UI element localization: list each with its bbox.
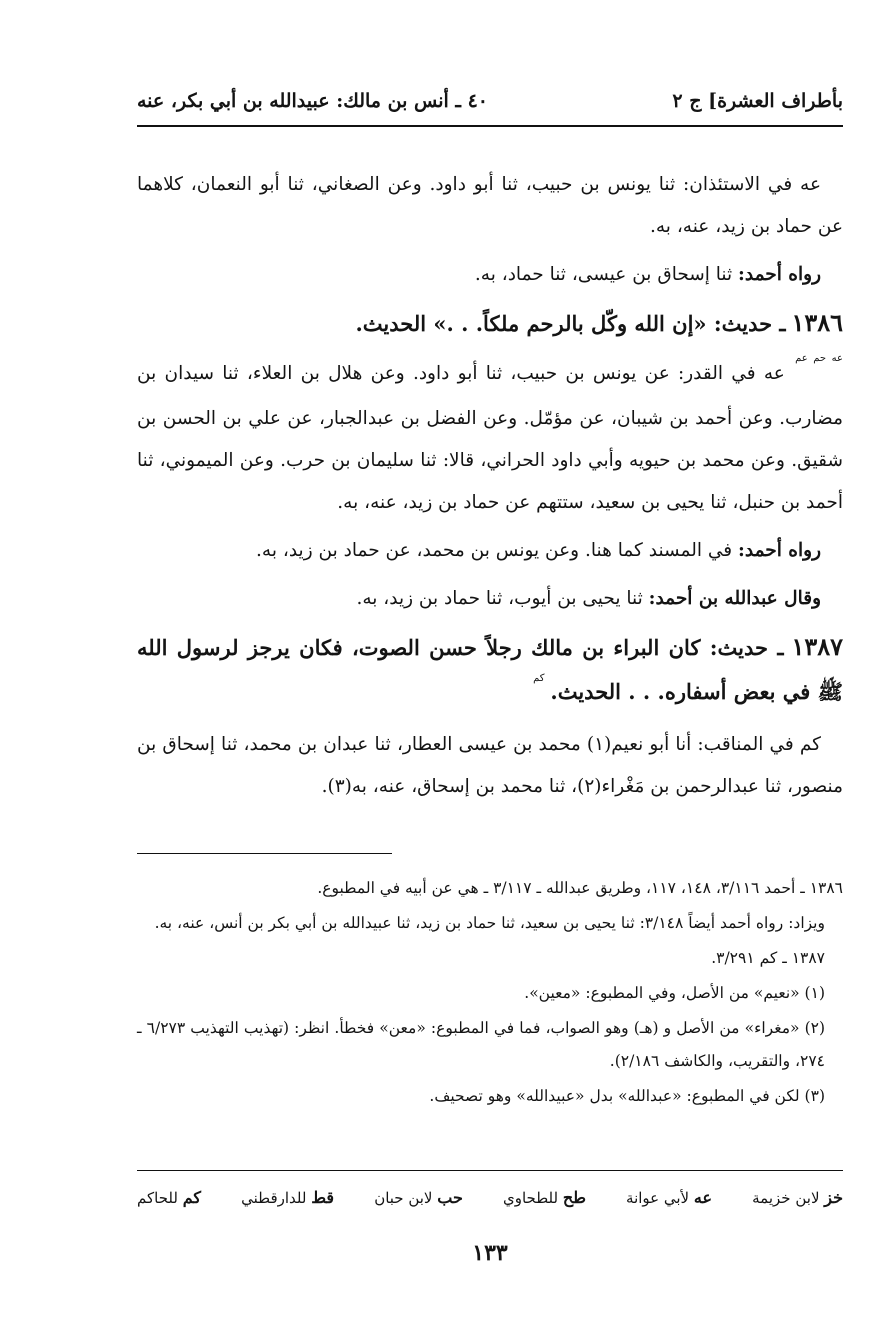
legend-item: قط للدارقطني bbox=[241, 1188, 335, 1207]
paragraph-qadar bbox=[137, 353, 843, 524]
legend-item: عه لأبي عوانة bbox=[626, 1188, 713, 1207]
label-ahmad-2: رواه أحمد: bbox=[738, 540, 821, 561]
paragraph-ahmad-2 bbox=[137, 530, 843, 572]
footnote-1387: ١٣٨٧ ـ كم ٣/٢٩١. bbox=[711, 949, 825, 967]
footnote-3: (٣) لكن في المطبوع: «عبدالله» بدل «عبيدالله» وهو تصحيف. bbox=[429, 1087, 825, 1105]
main-text bbox=[137, 164, 843, 814]
footnote-1386-addendum: ويزاد: رواه أحمد أيضاً ٣/١٤٨: ثنا يحيى بن سعيد، ثنا حماد بن زيد، ثنا عبيدالله بن أبي بكر بن أنس، عنه، به. bbox=[154, 914, 825, 932]
legend-item: حب لابن حبان bbox=[374, 1188, 463, 1207]
text-qadar: عه في القدر: عن يونس بن حبيب، ثنا أبو داود. وعن هلال بن العلاء، ثنا سيدان بن مضارب. وعن أحمد بن شيبان، عن مؤمّل. وعن الفضل بن عبدالجبار، عن علي بن الحسن بن شقيق. وعن محمد بن حيويه وأبي داود الحراني، قالا: ثنا سليمان بن حرب. وعن الميموني، ثنا أحمد بن حنبل، ثنا يحيى بن سعيد، ستتهم عن حماد بن زيد، عنه، به. bbox=[137, 363, 843, 513]
running-header bbox=[137, 84, 843, 118]
label-abdallah: وقال عبدالله بن أحمد: bbox=[648, 588, 821, 609]
source-mark-1387: كم bbox=[533, 673, 545, 684]
hadith-number-1387: ١٣٨٧ bbox=[791, 632, 843, 661]
hadith-1387-heading bbox=[137, 626, 843, 718]
header-chapter: ٤٠ ـ أنس بن مالك: عبيدالله بن أبي بكر، عنه bbox=[137, 90, 488, 112]
header-rule bbox=[137, 125, 843, 127]
book-page bbox=[137, 0, 843, 1330]
label-ahmad-1: رواه أحمد: bbox=[738, 264, 821, 285]
abbreviation-legend bbox=[137, 1188, 843, 1207]
hadith-number-1386: ١٣٨٦ bbox=[791, 308, 843, 337]
page-number: ١٣٣ bbox=[472, 1240, 508, 1266]
legend-item: كم للحاكم bbox=[137, 1188, 202, 1207]
hadith-title-1387: ـ حديث: كان البراء بن مالك رجلاً حسن الصوت، فكان يرجز لرسول الله ﷺ في بعض أسفاره. . . الحديث. bbox=[137, 635, 843, 704]
footnote-rule bbox=[137, 853, 392, 854]
text-ahmad-2: في المسند كما هنا. وعن يونس بن محمد، عن حماد بن زيد، به. bbox=[256, 540, 733, 561]
hadith-title-1386: ـ حديث: «إن الله وكّل بالرحم ملكاً. . .» الحديث. bbox=[355, 311, 786, 336]
paragraph-ahmad-1 bbox=[137, 254, 843, 296]
text-ahmad-1: ثنا إسحاق بن عيسى، ثنا حماد، به. bbox=[474, 264, 733, 285]
footnote-1: (١) «نعيم» من الأصل، وفي المطبوع: «معين». bbox=[524, 984, 825, 1002]
footnotes bbox=[137, 872, 843, 1115]
hadith-1386-heading bbox=[137, 302, 843, 347]
paragraph-isnad-istidhan: عه في الاستئذان: ثنا يونس بن حبيب، ثنا أبو داود. وعن الصغاني، ثنا أبو النعمان، كلاهما عن حماد بن زيد، عنه، به. bbox=[137, 174, 843, 237]
text-abdallah: ثنا يحيى بن أيوب، ثنا حماد بن زيد، به. bbox=[356, 588, 643, 609]
header-volume: بأطراف العشرة] ج ٢ bbox=[672, 90, 843, 112]
legend-rule bbox=[137, 1170, 843, 1171]
legend-item: طح للطحاوي bbox=[503, 1188, 586, 1207]
paragraph-manaqib: كم في المناقب: أنا أبو نعيم(١) محمد بن عيسى العطار، ثنا عبدان بن محمد، ثنا إسحاق بن منصور، ثنا عبدالرحمن بن مَغْراء(٢)، ثنا محمد بن إسحاق، عنه، به(٣). bbox=[137, 734, 843, 797]
legend-item: خز لابن خزيمة bbox=[752, 1188, 843, 1207]
source-marks-1386: عه حم عم bbox=[795, 353, 843, 364]
footnote-1386: ١٣٨٦ ـ أحمد ٣/١١٦، ١٤٨، ١١٧، وطريق عبدالله ـ ٣/١١٧ ـ هي عن أبيه في المطبوع. bbox=[317, 879, 843, 897]
paragraph-abdallah bbox=[137, 578, 843, 620]
footnote-2: (٢) «مغراء» من الأصل و (هـ) وهو الصواب، فما في المطبوع: «معن» فخطأ. انظر: (تهذيب التهذيب ٦/٢٧٣ ـ ٢٧٤، والتقريب، والكاشف ٢/١٨٦). bbox=[137, 1019, 826, 1070]
